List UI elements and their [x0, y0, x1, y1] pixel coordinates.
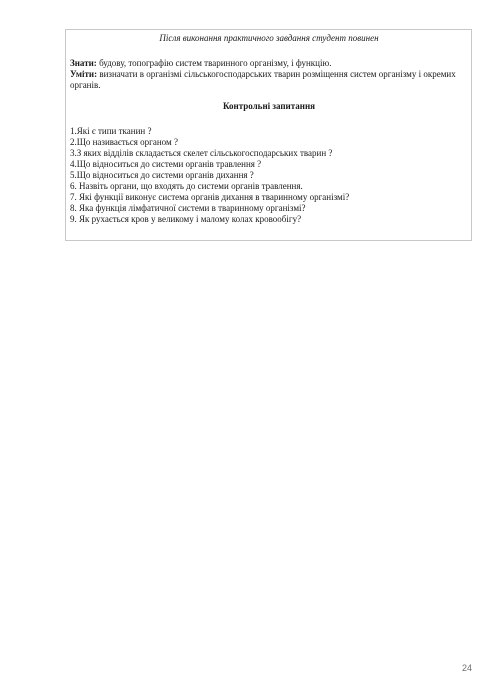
can-paragraph	[70, 69, 468, 91]
question-item: 3.З яких відділів складається скелет сільськогосподарських тварин ?	[70, 148, 333, 158]
question-item: 2.Що називається органом ?	[70, 137, 178, 147]
question-item: 7. Які функції виконує система органів дихання в тваринному організмі?	[70, 192, 350, 202]
questions-list	[70, 126, 468, 225]
can-label: Уміти:	[70, 69, 98, 79]
question-item: 8. Яка функція лімфатичної системи в тваринному організмі?	[70, 203, 306, 213]
know-text: будову, топографію систем тваринного організму, і функцію.	[96, 58, 332, 68]
know-paragraph	[70, 58, 468, 69]
section-title: Контрольні запитання	[222, 101, 316, 111]
content-frame	[65, 29, 472, 241]
question-item: 1.Які є типи тканин ?	[70, 126, 152, 136]
page-number: 24	[461, 663, 472, 673]
know-label: Знати:	[70, 58, 97, 68]
question-item: 6. Назвіть органи, що входять до системи органів травлення.	[70, 181, 303, 191]
question-item: 4.Що відноситься до системи органів травлення ?	[70, 159, 262, 169]
can-text: визначати в організмі сільськогосподарських тварин розміщення систем організму і окремих органів.	[70, 69, 456, 90]
intro-heading: Після виконання практичного завдання студент повинен	[159, 33, 379, 43]
question-item: 5.Що відноситься до системи органів дихання ?	[70, 170, 254, 180]
question-item: 9. Як рухається кров у великому і малому колах кровообігу?	[70, 214, 302, 224]
